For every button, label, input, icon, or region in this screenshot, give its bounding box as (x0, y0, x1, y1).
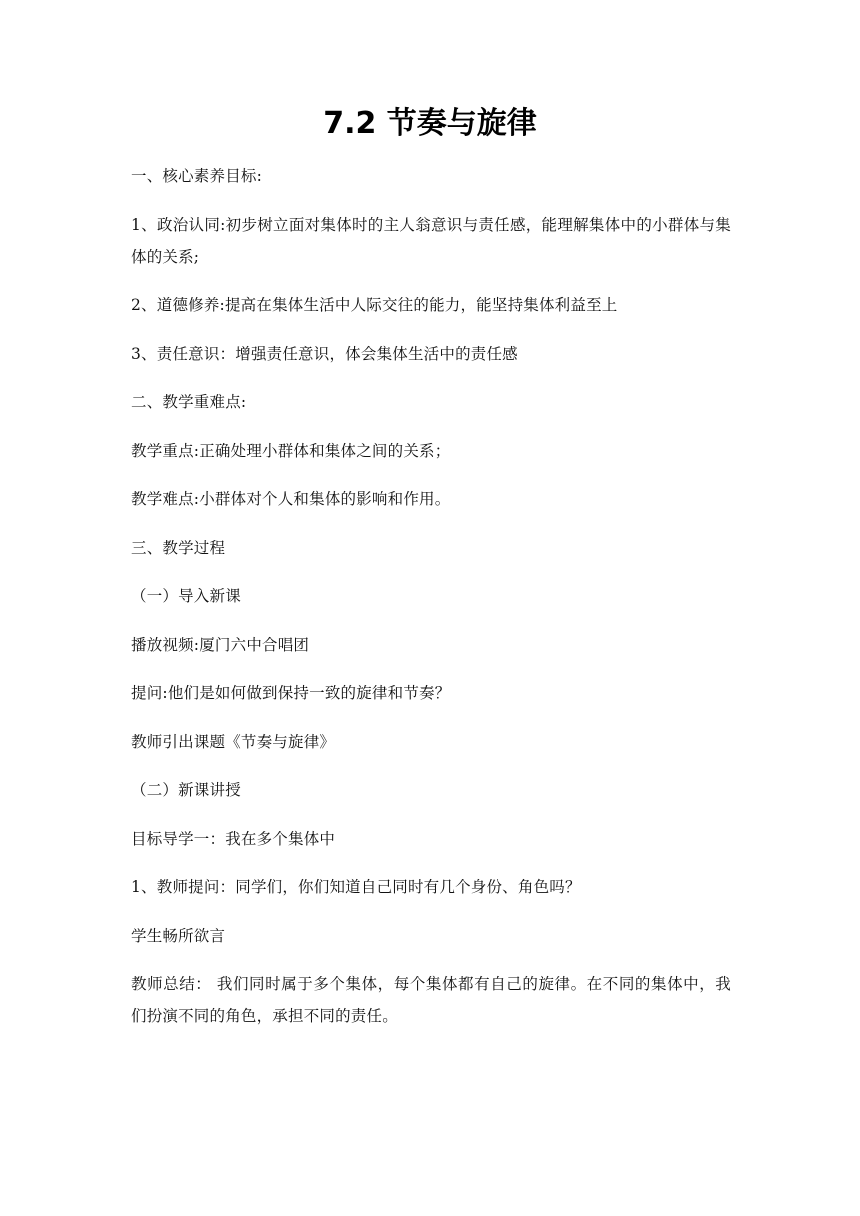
goal-political-identity: 1、政治认同:初步树立面对集体时的主人翁意识与责任感，能理解集体中的小群体与集体的关系; (131, 215, 731, 266)
document-body (131, 160, 731, 1049)
subheading-intro: （一）导入新课 (131, 587, 241, 605)
teacher-summary: 教师总结： 我们同时属于多个集体，每个集体都有自己的旋律。在不同的集体中，我们扮演不同的角色，承担不同的责任。 (131, 975, 731, 1025)
heading-teaching-process: 三、教学过程 (131, 538, 226, 557)
question-rhythm: 提问:他们是如何做到保持一致的旋律和节奏？ (131, 684, 451, 702)
document-title: 7.2 节奏与旋律 (323, 106, 537, 141)
teaching-key-point: 教学重点:正确处理小群体和集体之间的关系； (131, 441, 451, 460)
goal-moral-cultivation: 2、道德修养:提高在集体生活中人际交往的能力，能坚持集体利益至上 (131, 296, 618, 314)
introduce-topic: 教师引出课题《节奏与旋律》 (131, 732, 336, 751)
play-video: 播放视频:厦门六中合唱团 (131, 635, 310, 654)
heading-key-difficulties: 二、教学重难点: (131, 393, 247, 411)
objective-one: 目标导学一：我在多个集体中 (131, 829, 336, 848)
teacher-question: 1、教师提问：同学们，你们知道自己同时有几个身份、角色吗？ (131, 878, 581, 896)
students-respond: 学生畅所欲言 (131, 926, 226, 945)
teaching-difficulty: 教学难点:小群体对个人和集体的影响和作用。 (131, 490, 451, 508)
goal-responsibility: 3、责任意识：增强责任意识，体会集体生活中的责任感 (131, 344, 518, 363)
heading-core-goals: 一、核心素养目标: (131, 167, 263, 185)
subheading-new-lesson: （二）新课讲授 (131, 781, 241, 799)
